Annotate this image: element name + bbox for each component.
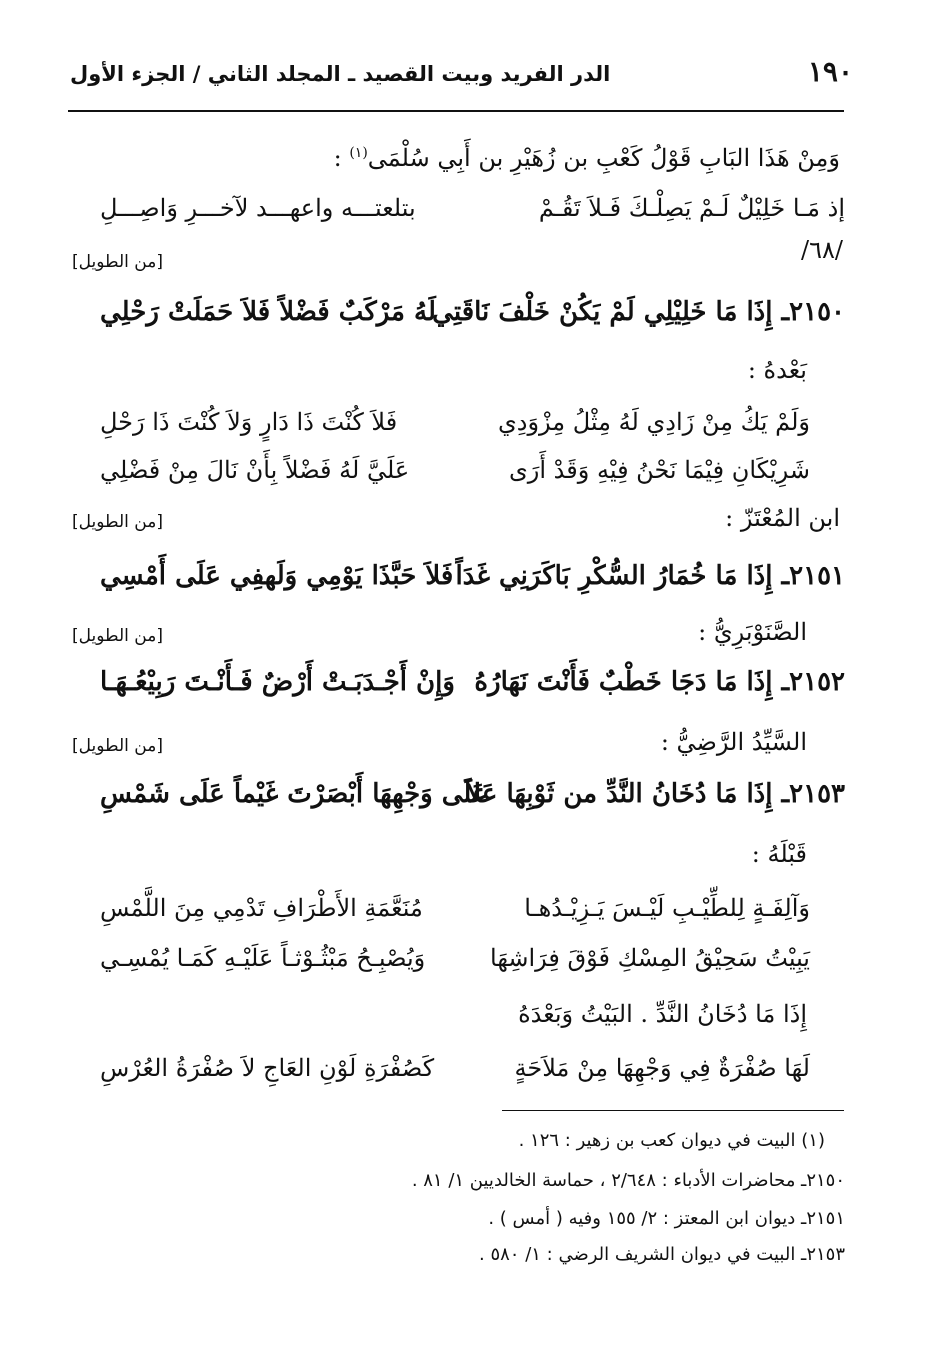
footnote-mark: (١) xyxy=(349,145,368,161)
verse-2150-hemistich-1: ٢١٥٠ـ إِذَا مَا خَلِيْلِي لَمْ يَكُنْ خَلْفَ نَاقَتِي xyxy=(432,297,845,327)
footnote-rule xyxy=(502,1110,844,1111)
intro-text: وَمِنْ هَذَا البَابِ قَوْلُ كَعْبِ بن زُهَيْرِ بن أَبِي سُلْمَى xyxy=(367,144,840,172)
kaab-verse-hemistich-2: بتلعتـــه واعهـــد لآخـــرِ وَاصِـــلِ xyxy=(100,194,416,222)
before-label: قَبْلَهُ : xyxy=(751,840,807,868)
kaab-verse-reference: /٦٨/ xyxy=(801,236,843,264)
verse-2153-hemistich-2: عَلَى وَجْهِهَا أَبْصَرْتَ غَيْماً عَلَى شَمْسِ xyxy=(100,779,488,809)
after-verse-2-hemistich-1: شَرِيْكَانِ فِيْمَا نَحْنُ فِيْهِ وَقَدْ أَرَى xyxy=(509,456,810,484)
verse-2152-hemistich-1: ٢١٥٢ـ إِذَا مَا دَجَا خَطْبٌ فَأَنْتَ نَهَارُهُ xyxy=(474,667,845,697)
before-verse-2-hemistich-1: يَبِيْتُ سَحِيْقُ المِسْكِ فَوْقَ فِرَاشِهَا xyxy=(490,944,810,972)
poet-alsanawbari: الصَّنَوْبَرِيُّ : xyxy=(698,618,807,646)
after-verse-2-hemistich-2: عَلَيَّ لَهُ فَضْلاً بِأَنْ نَالَ مِنْ فَضْلِي xyxy=(100,456,410,484)
kaab-verse-hemistich-1: إذ مَـا خَلِيْلٌ لَـمْ يَصِلْـكَ فَـلاَ تَقُـمْ xyxy=(538,194,845,222)
meter-label: [من الطويل] xyxy=(72,626,163,646)
meter-label: [من الطويل] xyxy=(72,252,163,272)
after-verse-1-hemistich-1: وَلَمْ يَكُ مِنْ زَادِي لَهُ مِثْلُ مِزْوَدِي xyxy=(497,408,810,436)
before-verse-2-hemistich-2: وَيُصْبِـحُ مَبْثُـوْثـاً عَلَيْـهِ كَمَـا يُمْسِـي xyxy=(100,944,426,972)
poet-ibn-almutazz: ابن المُعْتَزّ : xyxy=(725,504,840,532)
last-verse-hemistich-2: كَصُفْرَةِ لَوْنِ العَاجِ لاَ صُفْرَةُ العُرْسِ xyxy=(100,1054,435,1082)
continuation-line: إِذَا مَا دُخَانُ النَّدِّ . البَيْتُ وَبَعْدَهُ xyxy=(518,1000,807,1028)
meter-label: [من الطويل] xyxy=(72,512,163,532)
before-verse-1-hemistich-1: وَآلِفَـةٍ لِلطِّيْـبِ لَيْـسَ يَـزِيْـدُهـا xyxy=(524,894,810,922)
after-verse-1-hemistich-2: فَلاَ كُنْتَ ذَا دَارٍ وَلاَ كُنْتَ ذَا رَحْلِ xyxy=(100,408,398,436)
footnote-2151: ٢١٥١ـ ديوان ابن المعتز : ٢/ ١٥٥ وفيه ( أمس ) . xyxy=(488,1208,845,1229)
poet-alsharif-alradi: السَّيِّدُ الرَّضِيُّ : xyxy=(660,728,807,756)
meter-label: [من الطويل] xyxy=(72,736,163,756)
verse-2151-hemistich-1: ٢١٥١ـ إِذَا مَا خُمَارُ السُّكْرِ بَاكَرَنِي غَدَاً xyxy=(455,561,845,591)
verse-2150-hemistich-2: لَهُ مَرْكَبٌ فَضْلاً فَلاَ حَمَلَتْ رَحْلِي xyxy=(100,297,436,327)
running-title: الدر الفريد وبيت القصيد ـ المجلد الثاني / الجزء الأول xyxy=(70,62,611,86)
before-verse-1-hemistich-2: مُنَعَّمَةِ الأَطْرَافِ تَدْمِي مِنَ اللَّمْسِ xyxy=(100,894,423,922)
intro-line xyxy=(68,135,840,176)
footnote-2150: ٢١٥٠ـ محاضرات الأدباء : ٢/٦٤٨ ، حماسة الخالديين ١/ ٨١ . xyxy=(411,1170,845,1191)
intro-colon: : xyxy=(333,144,342,172)
footnote-1: (١) البيت في ديوان كعب بن زهير : ١٢٦ . xyxy=(518,1130,825,1151)
verse-2151-hemistich-2: فَلاَ حَبَّذَا يَوْمِي وَلَهفِي عَلَى أَمْسِي xyxy=(100,561,454,591)
verse-2153-hemistich-1: ٢١٥٣ـ إِذَا مَا دُخَانُ النَّدِّ من ثَوْبِهَا عَلاَ xyxy=(466,779,845,809)
last-verse-hemistich-1: لَهَا صُفْرَةٌ فِي وَجْهِهَا مِنْ مَلاَحَةٍ xyxy=(514,1054,810,1082)
header-rule xyxy=(68,110,844,112)
page-number: ١٩٠ xyxy=(807,55,853,88)
after-label: بَعْدهُ : xyxy=(747,356,807,384)
footnote-2153: ٢١٥٣ـ البيت في ديوان الشريف الرضي : ١/ ٥٨٠ . xyxy=(479,1244,845,1265)
verse-2152-hemistich-2: وَإِنْ أَجْـدَبَـتْ أَرْضٌ فَـأَنْـتَ رَبِيْعُـهَـا xyxy=(100,667,455,697)
